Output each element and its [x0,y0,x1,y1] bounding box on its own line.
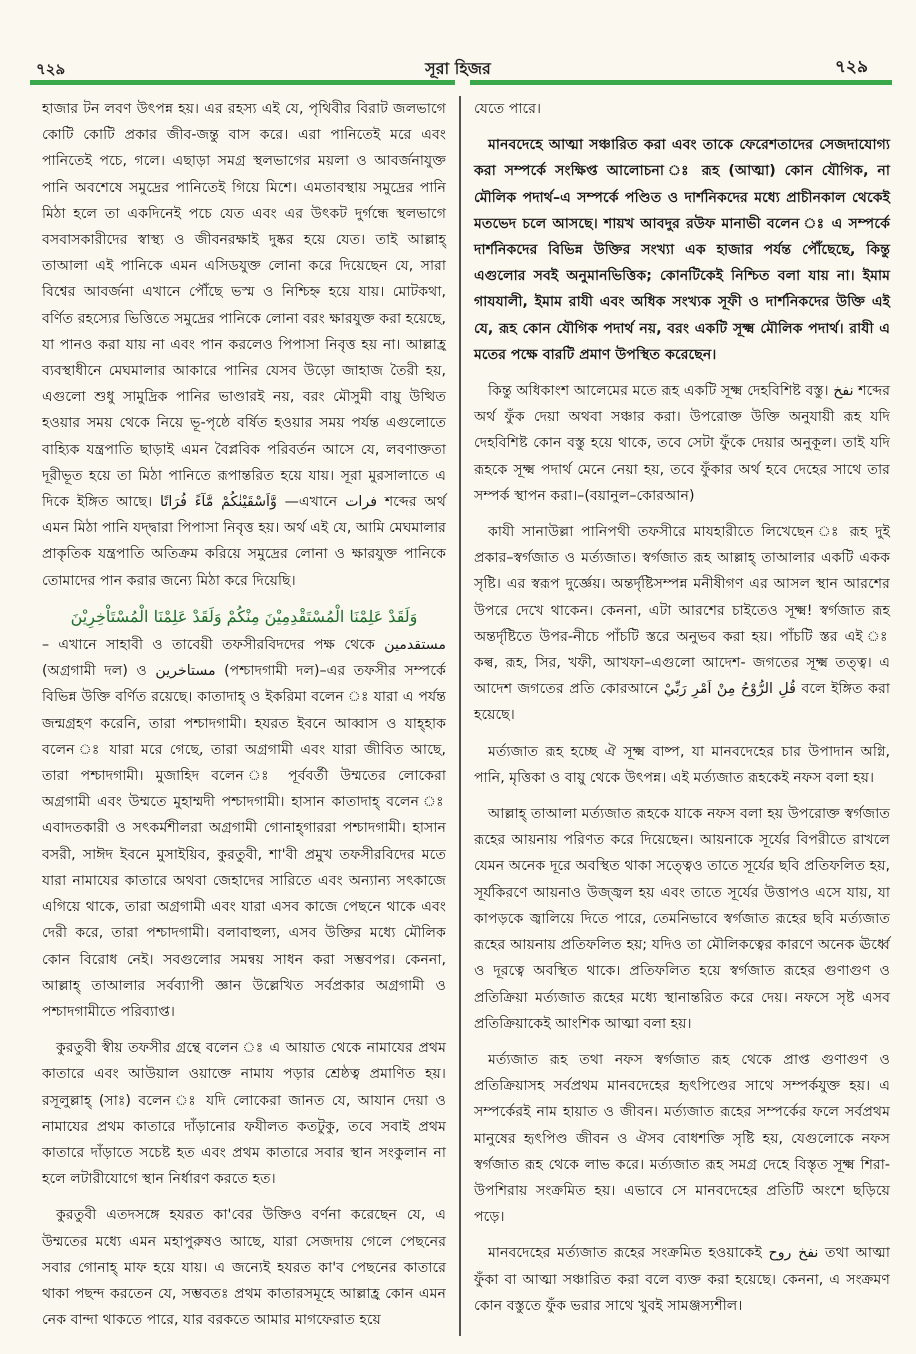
header-rule-right [470,80,892,85]
page-number-right: ৭২৯ [834,57,868,77]
right-paragraph-1: যেতে পারে। [474,101,542,117]
page-header [0,0,916,78]
left-paragraph-1: হাজার টন লবণ উৎপন্ন হয়। এর রহস্য এই যে, পৃথিবীর বিরাট জলভাগে কোটি কোটি প্রকার জীব-জন্তু বাস করে। এরা পানিতেই মরে এবং পানিতেই পচে, গলে। এছাড়া সমগ্র স্থলভাগের ময়লা ও আবর্জনাযুক্ত পানি অবশেষে সমুদ্রের পানিতেই গিয়ে মিশে। এমতাবস্থায় সমুদ্রের পানি মিঠা হলে তা একদিনেই পচে যেত এবং এর উৎকট দুর্গন্ধে স্থলভাগে বসবাসকারীদের স্বাস্থ্য ও জীবনরক্ষাই দুষ্কর হয়ে যেত। তাই আল্লাহ্ তাআলা এই পানিকে এমন এসিডযুক্ত লোনা করে দিয়েছেন যে, সারা বিশ্বের আবর্জনা এখানে পৌঁছে ভস্ম ও নিশ্চিহ্ন হয়ে যায়। মোটকথা, বর্ণিত রহস্যের ভিত্তিতে সমুদ্রের পানিকে লোনা বরং ক্ষারযুক্ত করা হয়েছে, যা পানও করা যায় না এবং পান করলেও পিপাসা নিবৃত্ত হয় না। আল্লাহ্র ব্যবস্থাধীনে মেঘমালার আকারে পানির যেসব উড়ো জাহাজ তৈরী হয়, এগুলো শুধু সামুদ্রিক পানির ভাণ্ডারই নয়, বরং মৌসুমী বায়ু উত্থিত হওয়ার সময় থেকে নিয়ে ভূ-পৃষ্ঠে বর্ষিত হওয়ার সময় পর্যন্ত এগুলোতে বাহ্যিক যন্ত্রপাতি ছাড়াই এমন বৈপ্লবিক পরিবর্তন আসে যে, লবণাক্ততা দূরীভূত হয়ে তা মিঠা পানিতে রূপান্তরিত হয়ে যায়। সূরা মুরসালাতে এ দিকে ইঙ্গিত আছে। وَّاَسْقَيْنٰكُمْ مَّآءً فُرَاتًا —এখানে فرات শব্দের অর্থ এমন মিঠা পানি যদ্দ্বারা পিপাসা নিবৃত্ত হয়। অর্থ এই যে, আমি মেঘমালার প্রাকৃতিক যন্ত্রপাতি অতিক্রম করিয়ে সমুদ্রের লোনা ও ক্ষারযুক্ত পানিকে তোমাদের পান করার জন্যে মিঠা করে দিয়েছি। [42,101,446,589]
right-paragraph-5: মর্ত্যজাত রূহ হচ্ছে ঐ সূক্ষ্ম বাষ্প, যা মানবদেহের চার উপাদান অগ্নি, পানি, মৃত্তিকা ও বায়ু থেকে উৎপন্ন। এই মর্ত্যজাত রূহকেই নফস বলা হয়। [474,743,890,786]
header-rule-left [30,80,455,85]
left-paragraph-3: কুরতুবী স্বীয় তফসীর গ্রন্থে বলেন ঃ এ আয়াত থেকে নামাযের প্রথম কাতারে এবং আউয়াল ওয়াক্তে নামায পড়ার শ্রেষ্ঠত্ব প্রমাণিত হয়। রসূলুল্লাহ্ (সাঃ) বলেন ঃ যদি লোকেরা জানত যে, আযান দেয়া ও নামাযের প্রথম কাতারে দাঁড়ানোর ফযীলত কতটুকু, তবে সবাই প্রথম কাতারে দাঁড়াতে সচেষ্ট হত এবং প্রথম কাতারে সবার স্থান সংকুলান না হলে লটারীযোগে স্থান নির্ধারণ করতে হত। [42,1040,446,1188]
right-paragraph-4: কাযী সানাউল্লা পানিপথী তফসীরে মাযহারীতে লিখেছেন ঃ রূহ দুই প্রকার–স্বর্গজাত ও মর্ত্যজাত। স্বর্গজাত রূহ আল্লাহ্ তাআলার একটি একক সৃষ্টি। এর স্বরূপ দুর্জ্ঞেয়। অন্তর্দৃষ্টিসম্পন্ন মনীষীগণ এর আসল স্থান আরশের উপরে দেখে থাকেন। কেননা, এটা আরশের চাইতেও সূক্ষ্ম! স্বর্গজাত রূহ অন্তর্দৃষ্টিতে উপর-নীচে পাঁচটি স্তরে অনুভব করা হয়। পাঁচটি স্তর এই ঃ কল্ব, রূহ, সির, খফী, আখফা–এগুলো আদেশ- জগতের সূক্ষ্ম তত্ত্ব। এ আদেশ জগতের প্রতি কোরআনে قُلِ الرُّوْحُ مِنْ اَمْرِ رَبِّيْ বলে ইঙ্গিত করা হয়েছে। [474,524,890,724]
right-paragraph-7: মর্ত্যজাত রূহ তথা নফস স্বর্গজাত রূহ থেকে প্রাপ্ত গুণাগুণ ও প্রতিক্রিয়াসহ সর্বপ্রথম মানবদেহের হৃৎপিণ্ডের সাথে সম্পর্কযুক্ত হয়। এ সম্পর্কেরই নাম হায়াত ও জীবন। মর্ত্যজাত রূহের সম্পর্কের ফলে সর্বপ্রথম মানুষের হৃৎপিণ্ড জীবন ও ঐসব বোধশক্তি সৃষ্টি হয়, যেগুলোকে নফস স্বর্গজাত রূহ থেকে লাভ করে। মর্ত্যজাত রূহ সমগ্র দেহে বিস্তৃত সূক্ষ্ম শিরা-উপশিরায় সংক্রমিত হয়। এভাবে সে মানবদেহের প্রতিটি অংশে ছড়িয়ে পড়ে। [474,1051,890,1226]
left-arabic-verse: وَلَقَدْ عَلِمْنَا الْمُسْتَقْدِمِيْنَ مِنْكُمْ وَلَقَدْ عَلِمْنَا الْمُسْتَاْخِرِيْنَ [70,606,418,626]
right-section-heading-paragraph: মানবদেহে আত্মা সঞ্চারিত করা এবং তাকে ফেরেশতাদের সেজদাযোগ্য করা সম্পর্কে সংক্ষিপ্ত আলোচনা ঃ রূহ (আত্মা) কোন যৌগিক, না মৌলিক পদার্থ–এ সম্পর্কে পণ্ডিত ও দার্শনিকদের মধ্যে প্রাচীনকাল থেকেই মতভেদ চলে আসছে। শায়খ আবদুর রউফ মানাভী বলেন ঃ এ সম্পর্কে দার্শনিকদের বিভিন্ন উক্তির সংখ্যা এক হাজার পর্যন্ত পৌঁছেছে, কিন্তু এগুলোর সবই অনুমানভিত্তিক; কোনটিকেই নিশ্চিত বলা যায় না। ইমাম গাযযালী, ইমাম রাযী এবং অধিক সংখ্যক সূফী ও দার্শনিকদের উক্তি এই যে, রূহ কোন যৌগিক পদার্থ নয়, বরং একটি সূক্ষ্ম মৌলিক পদার্থ। রাযী এ মতের পক্ষে বারটি প্রমাণ উপস্থিত করেছেন। [474,137,890,363]
left-paragraph-4: কুরতুবী এতদসঙ্গে হযরত কা'বের উক্তিও বর্ণনা করেছেন যে, এ উম্মতের মধ্যে এমন মহাপুরুষও আছে, যারা সেজদায় গেলে পেছনের সবার গোনাহ্ মাফ হয়ে যায়। এ জন্যেই হযরত কা'ব পেছনের কাতারে থাকা পছন্দ করতেন যে, সম্ভবতঃ প্রথম কাতারসমূহে আল্লাহ্র কোন এমন নেক বান্দা থাকতে পারে, যার বরকতে আমার মাগফেরাত হয়ে [42,1207,446,1329]
right-column [474,96,890,1319]
right-paragraph-8: মানবদেহের মর্ত্যজাত রূহের সংক্রমিত হওয়াকেই نفخ روح তথা আত্মা ফুঁকা বা আত্মা সঞ্চারিত করা বলে ব্যক্ত করা হয়েছে। কেননা, এ সংক্রমণ কোন বস্তুতে ফুঁক ভরার সাথে খুবই সামঞ্জস্যশীল। [474,1245,890,1314]
left-column [42,96,446,1333]
right-paragraph-3: কিন্তু অধিকাংশ আলেমের মতে রূহ একটি সূক্ষ্ম দেহবিশিষ্ট বস্তু। نفخ শব্দের অর্থ ফুঁক দেয়া অথবা সঞ্চার করা। উপরোক্ত উক্তি অনুযায়ী রূহ যদি দেহবিশিষ্ট কোন বস্তু হয়ে থাকে, তবে সেটা ফুঁকে দেয়ার অনুকূল। তাই যদি রূহকে সূক্ষ্ম পদার্থ মেনে নেয়া হয়, তবে ফুঁকার অর্থ হবে দেহের সাথে তার সম্পর্ক স্থাপন করা।–(বয়ানুল–কোরআন) [474,383,890,504]
right-paragraph-6: আল্লাহ্ তাআলা মর্ত্যজাত রূহকে যাকে নফস বলা হয় উপরোক্ত স্বর্গজাত রূহের আয়নায় পরিণত করে দিয়েছেন। আয়নাকে সূর্যের বিপরীতে রাখলে যেমন অনেক দূরে অবস্থিত থাকা সত্ত্বেও তাতে সূর্যের ছবি প্রতিফলিত হয়, সূর্যকিরণে আয়নাও উজ্জ্বল হয় এবং তাতে সূর্যের উত্তাপও এসে যায়, যা কাপড়কে জ্বালিয়ে দিতে পারে, তেমনিভাবে স্বর্গজাত রূহের ছবি মর্ত্যজাত রূহের আয়নায় প্রতিফলিত হয়; যদিও তা মৌলিকত্বের কারণে অনেক ঊর্ধ্বে ও দূরত্বে অবস্থিত থাকে। প্রতিফলিত হয়ে স্বর্গজাত রূহের গুণাগুণ ও প্রতিক্রিয়া মর্ত্যজাত রূহের মধ্যে স্থানান্তরিত করে দেয়। নফসে সৃষ্ট এসব প্রতিক্রিয়াকেই আংশিক আত্মা বলা হয়। [474,806,890,1032]
column-divider [459,96,461,1336]
left-paragraph-2: – এখানে সাহাবী ও তাবেয়ী তফসীরবিদদের পক্ষ থেকে مستقدمين (অগ্রগামী দল) ও مستاخرين (পশ্চাদগামী দল)–এর তফসীর সম্পর্কে বিভিন্ন উক্তি বর্ণিত রয়েছে। কাতাদাহ্ ও ইকরিমা বলেন ঃ যারা এ পর্যন্ত জন্মগ্রহণ করেনি, তারা পশ্চাদগামী। হযরত ইবনে আব্বাস ও যাহ্হাক বলেন ঃ যারা মরে গেছে, তারা অগ্রগামী এবং যারা জীবিত আছে, তারা পশ্চাদগামী। মুজাহিদ বলেন ঃ পূর্ববর্তী উম্মতের লোকেরা অগ্রগামী এবং উম্মতে মুহাম্মদী পশ্চাদগামী। হাসান কাতাদাহ্ বলেন ঃ এবাদতকারী ও সৎকর্মশীলরা অগ্রগামী গোনাহ্গাররা পশ্চাদগামী। হাসান বসরী, সাঈদ ইবনে মুসাইয়িব, কুরতুবী, শা'বী প্রমুখ তফসীরবিদের মতে যারা নামাযের কাতারে অথবা জেহাদের সারিতে এবং অন্যান্য সৎকাজে এগিয়ে থাকে, তারা অগ্রগামী এবং যারা এসব কাজে পেছনে থাকে এবং দেরী করে, তারা পশ্চাদগামী। বলাবাহুল্য, এসব উক্তির মধ্যে মৌলিক কোন বিরোধ নেই। সবগুলোর সমন্বয় সাধন করা সম্ভবপর। কেননা, আল্লাহ্ তাআলার সর্বব্যাপী জ্ঞান উল্লেখিত সর্বপ্রকার অগ্রগামী ও পশ্চাদগামীতে পরিব্যাপ্ত। [42,637,446,1020]
page-title: সূরা হিজর [425,59,491,78]
page-number-left: ৭২৯ [36,60,66,78]
